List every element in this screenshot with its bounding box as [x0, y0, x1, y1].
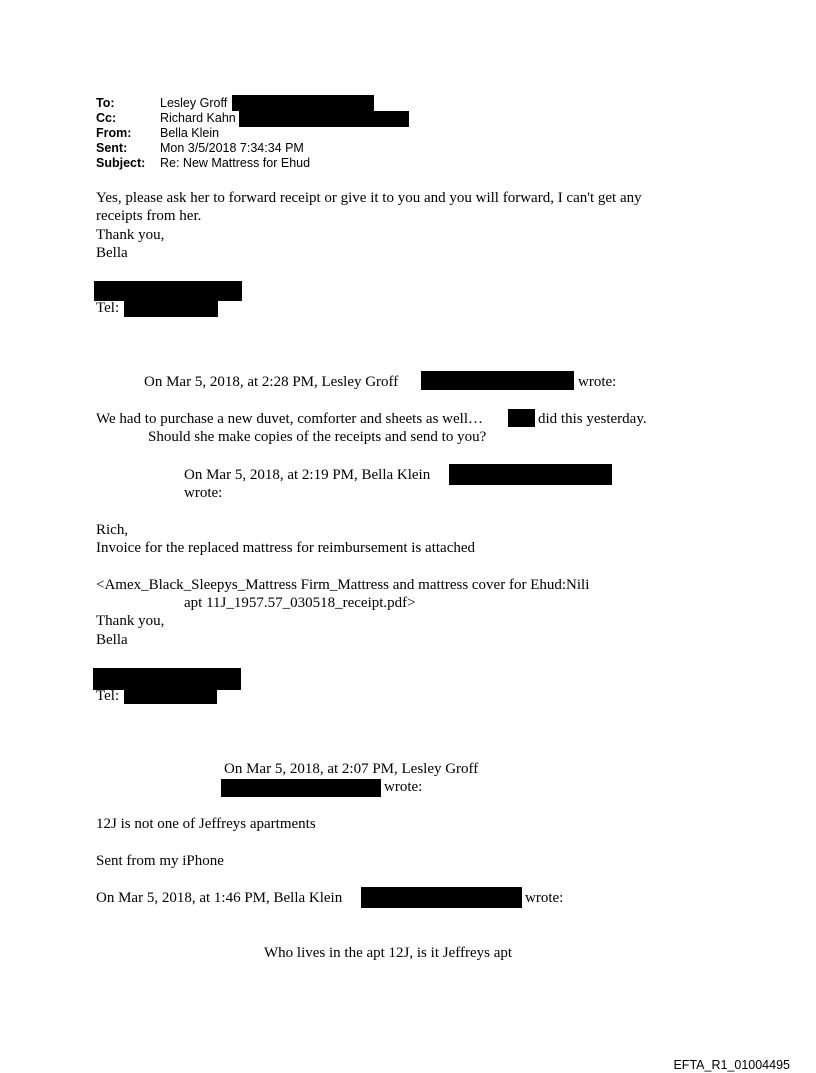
quote2-signature: Bella: [96, 632, 128, 648]
to-label: To:: [96, 96, 115, 110]
quote4-wrote: wrote:: [525, 890, 564, 906]
quote3-wrote: wrote:: [384, 779, 423, 795]
from-value: Bella Klein: [160, 126, 220, 140]
redaction-quote1-email: [421, 371, 574, 390]
quote2-body: Invoice for the replaced mattress for reimbursement is attached: [96, 540, 476, 556]
redaction-phone: [124, 299, 218, 317]
quote1-line2: Should she make copies of the receipts and send to you?: [148, 429, 487, 445]
cc-value: Richard Kahn: [160, 111, 236, 125]
redaction-quote2-phone: [124, 688, 217, 704]
quote2-thanks: Thank you,: [96, 613, 165, 629]
quote1-wrote: wrote:: [578, 374, 617, 390]
redaction-cc-email: [239, 111, 409, 127]
reply-thanks: Thank you,: [96, 227, 165, 243]
redaction-to-email: [232, 95, 374, 111]
quote3-sent-from: Sent from my iPhone: [96, 853, 224, 869]
redaction-quote1-name: [508, 409, 535, 427]
redaction-quote4-email: [361, 887, 522, 908]
reply-line-2: receipts from her.: [96, 208, 202, 224]
quote4-header: On Mar 5, 2018, at 1:46 PM, Bella Klein: [96, 890, 343, 906]
quote1-line1b: did this yesterday.: [538, 411, 647, 427]
from-label: From:: [96, 126, 132, 140]
subject-value: Re: New Mattress for Ehud: [160, 156, 311, 170]
redaction-quote2-email: [449, 464, 612, 485]
reply-line-1: Yes, please ask her to forward receipt or give it to you and you will forward, I can't get any: [96, 190, 642, 206]
redaction-quote3-email: [221, 779, 381, 797]
document-id: EFTA_R1_01004495: [673, 1058, 790, 1072]
quote2-tel-label: Tel:: [96, 688, 120, 704]
sent-value: Mon 3/5/2018 7:34:34 PM: [160, 141, 304, 155]
quote2-greeting: Rich,: [96, 522, 129, 538]
subject-label: Subject:: [96, 156, 146, 170]
quote2-attachment-line2: apt 11J_1957.57_030518_receipt.pdf>: [184, 595, 416, 611]
to-value: Lesley Groff: [160, 96, 228, 110]
quote3-body: 12J is not one of Jeffreys apartments: [96, 816, 316, 832]
cc-label: Cc:: [96, 111, 117, 125]
quote2-header: On Mar 5, 2018, at 2:19 PM, Bella Klein: [184, 467, 431, 483]
reply-signature: Bella: [96, 245, 128, 261]
quote3-header: On Mar 5, 2018, at 2:07 PM, Lesley Groff: [224, 761, 479, 777]
quote4-body: Who lives in the apt 12J, is it Jeffreys apt: [264, 945, 513, 961]
sent-label: Sent:: [96, 141, 128, 155]
quote1-header: On Mar 5, 2018, at 2:28 PM, Lesley Groff: [144, 374, 399, 390]
quote2-attachment-line1: <Amex_Black_Sleepys_Mattress Firm_Mattress and mattress cover for Ehud:Nili: [96, 577, 590, 593]
redaction-signature-block: [94, 281, 242, 301]
quote2-wrote: wrote:: [184, 485, 223, 501]
quote1-line1a: We had to purchase a new duvet, comforter and sheets as well…: [96, 411, 483, 427]
reply-tel-label: Tel:: [96, 300, 120, 316]
